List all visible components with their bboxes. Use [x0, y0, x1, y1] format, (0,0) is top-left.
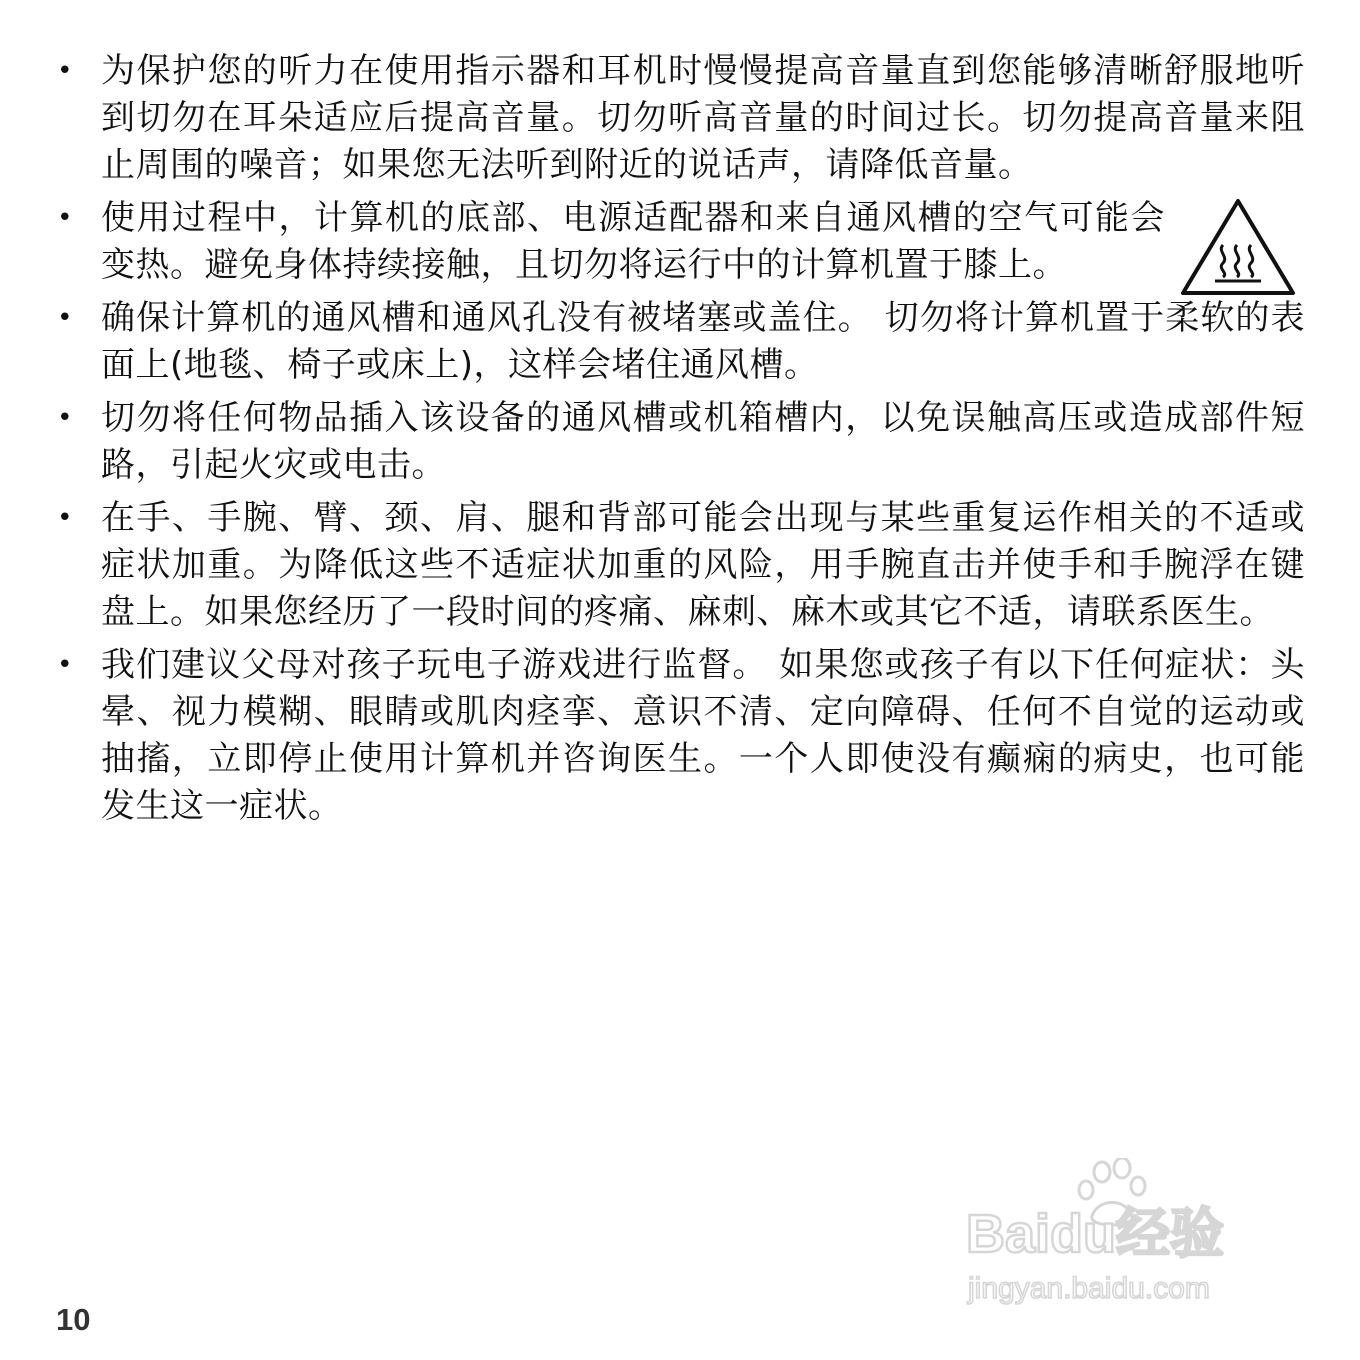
bullet-point: • — [57, 503, 73, 533]
list-item-text: 确保计算机的通风槽和通风孔没有被堵塞或盖住。 切勿将计算机置于柔软的表面上(地毯、椅子或床上)，这样会堵住通风槽。 — [101, 298, 1305, 385]
bullet-point: • — [57, 403, 73, 433]
list-item-text: 在手、手腕、臂、颈、肩、腿和背部可能会出现与某些重复运作相关的不适或症状加重。为降低这些不适症状加重的风险，用手腕直击并使手和手腕浮在键盘上。如果您经历了一段时间的疼痛、麻刺、麻木或其它不适，请联系医生。 — [101, 498, 1305, 632]
list-item-text: 为保护您的听力在使用指示器和耳机时慢慢提高音量直到您能够清晰舒服地听到切勿在耳朵适应后提高音量。切勿听高音量的时间过长。切勿提高音量来阻止周围的噪音；如果您无法听到附近的说话声，请降低音量。 — [101, 51, 1305, 185]
list-item — [55, 642, 1305, 830]
bullet-point: • — [57, 650, 73, 680]
bullet-point: • — [57, 203, 73, 233]
list-item-text: 切勿将任何物品插入该设备的通风槽或机箱槽内，以免误触高压或造成部件短路，引起火灾或电击。 — [101, 398, 1305, 485]
list-item — [55, 48, 1305, 189]
list-item-text: 使用过程中，计算机的底部、电源适配器和来自通风槽的空气可能会变热。避免身体持续接触，且切勿将运行中的计算机置于膝上。 — [101, 198, 1165, 285]
baidu-jingyan-watermark — [960, 1158, 1290, 1308]
list-item — [55, 195, 1305, 289]
watermark-url: jingyan.baidu.com — [968, 1272, 1210, 1305]
page-number: 10 — [56, 1302, 91, 1337]
hot-surface-warning-icon — [1179, 197, 1297, 297]
safety-bullet-list — [55, 48, 1305, 836]
bullet-point: • — [57, 56, 73, 86]
list-item-text: 我们建议父母对孩子玩电子游戏进行监督。 如果您或孩子有以下任何症状：头晕、视力模糊、眼睛或肌肉痉挛、意识不清、定向障碍、任何不自觉的运动或抽搐，立即停止使用计算机并咨询医生。一个人即使没有癫痫的病史，也可能发生这一症状。 — [101, 645, 1305, 826]
bullet-point: • — [57, 303, 73, 333]
list-item — [55, 295, 1305, 389]
watermark-brand: Baidu经验 — [966, 1204, 1225, 1264]
list-item — [55, 395, 1305, 489]
list-item — [55, 495, 1305, 636]
